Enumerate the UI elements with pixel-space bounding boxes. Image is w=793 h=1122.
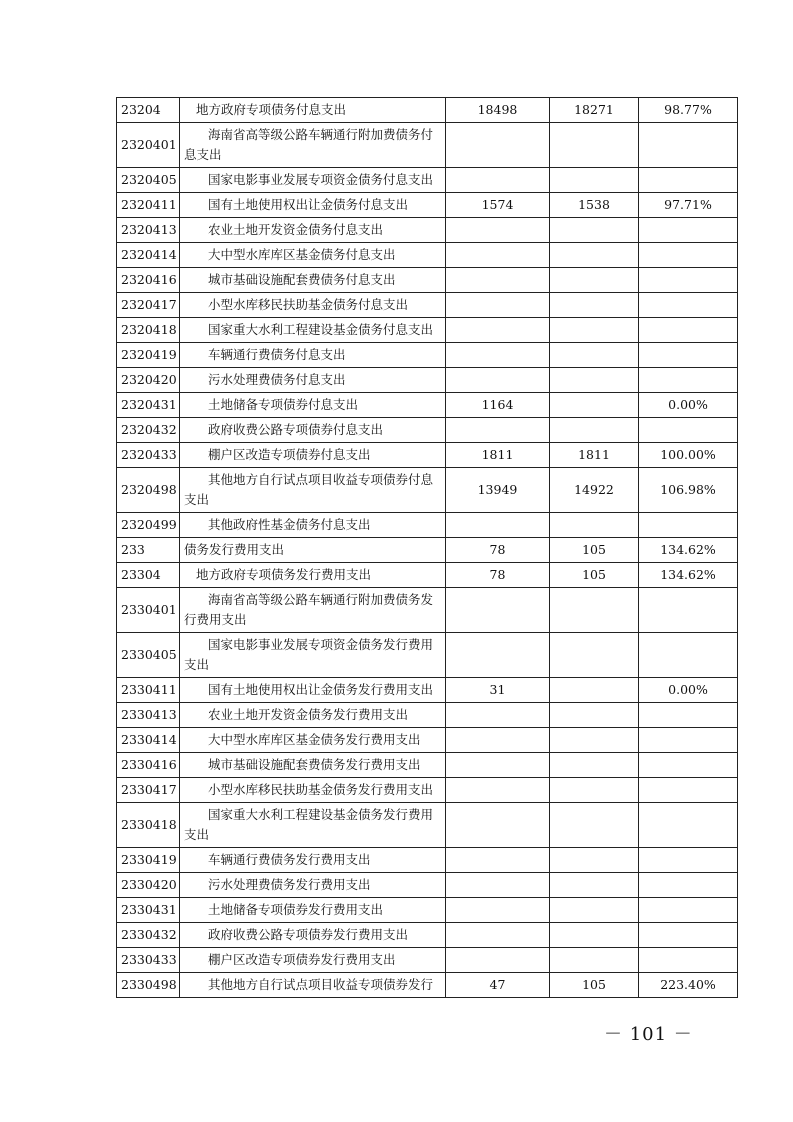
row-percent-cell [639, 588, 738, 633]
row-name-cell: 其他地方自行试点项目收益专项债券付息支出 [180, 468, 446, 513]
table-row [117, 268, 738, 293]
row-code-cell: 2330498 [117, 973, 180, 998]
row-value-1-cell: 1164 [446, 393, 550, 418]
row-code-cell: 2330419 [117, 848, 180, 873]
row-value-1-cell [446, 873, 550, 898]
row-value-2-cell [550, 293, 639, 318]
row-code-cell: 2330401 [117, 588, 180, 633]
row-name-cell: 政府收费公路专项债券付息支出 [180, 418, 446, 443]
table-row [117, 728, 738, 753]
row-value-1-cell [446, 948, 550, 973]
row-value-2-cell [550, 923, 639, 948]
row-percent-cell: 0.00% [639, 393, 738, 418]
row-name-cell: 城市基础设施配套费债务付息支出 [180, 268, 446, 293]
budget-table-body [117, 98, 738, 998]
row-percent-cell: 134.62% [639, 563, 738, 588]
row-code-cell: 23304 [117, 563, 180, 588]
row-value-1-cell [446, 123, 550, 168]
row-value-2-cell [550, 848, 639, 873]
row-percent-cell [639, 848, 738, 873]
row-value-2-cell [550, 873, 639, 898]
row-percent-cell [639, 898, 738, 923]
row-value-1-cell [446, 898, 550, 923]
row-percent-cell: 100.00% [639, 443, 738, 468]
row-name-cell: 国家电影事业发展专项资金债务付息支出 [180, 168, 446, 193]
row-value-1-cell [446, 293, 550, 318]
row-value-1-cell: 31 [446, 678, 550, 703]
table-row [117, 753, 738, 778]
row-code-cell: 2330413 [117, 703, 180, 728]
row-code-cell: 2330418 [117, 803, 180, 848]
row-percent-cell [639, 633, 738, 678]
row-name-cell: 国家重大水利工程建设基金债务发行费用支出 [180, 803, 446, 848]
row-value-2-cell [550, 513, 639, 538]
table-row [117, 563, 738, 588]
row-percent-cell [639, 418, 738, 443]
row-code-cell: 2320418 [117, 318, 180, 343]
row-value-1-cell [446, 728, 550, 753]
row-value-1-cell [446, 343, 550, 368]
table-row [117, 98, 738, 123]
row-code-cell: 2320405 [117, 168, 180, 193]
row-code-cell: 2320416 [117, 268, 180, 293]
row-value-1-cell [446, 778, 550, 803]
table-row [117, 218, 738, 243]
table-row [117, 418, 738, 443]
row-value-1-cell [446, 318, 550, 343]
row-name-cell: 土地储备专项债券发行费用支出 [180, 898, 446, 923]
row-value-2-cell [550, 753, 639, 778]
table-row [117, 318, 738, 343]
row-code-cell: 2330417 [117, 778, 180, 803]
row-code-cell: 2330433 [117, 948, 180, 973]
row-name-cell: 车辆通行费债务付息支出 [180, 343, 446, 368]
row-value-1-cell [446, 243, 550, 268]
row-code-cell: 2320414 [117, 243, 180, 268]
row-name-cell: 小型水库移民扶助基金债务付息支出 [180, 293, 446, 318]
row-percent-cell [639, 948, 738, 973]
row-name-cell: 棚户区改造专项债券发行费用支出 [180, 948, 446, 973]
row-percent-cell: 0.00% [639, 678, 738, 703]
row-value-1-cell [446, 923, 550, 948]
row-value-2-cell [550, 418, 639, 443]
row-percent-cell [639, 218, 738, 243]
row-percent-cell [639, 803, 738, 848]
row-name-cell: 海南省高等级公路车辆通行附加费债务付息支出 [180, 123, 446, 168]
row-code-cell: 2320499 [117, 513, 180, 538]
row-percent-cell [639, 753, 738, 778]
table-row [117, 393, 738, 418]
row-name-cell: 污水处理费债务付息支出 [180, 368, 446, 393]
row-value-2-cell: 105 [550, 973, 639, 998]
table-row [117, 193, 738, 218]
row-code-cell: 2330405 [117, 633, 180, 678]
table-row [117, 343, 738, 368]
row-percent-cell [639, 318, 738, 343]
row-value-1-cell [446, 168, 550, 193]
row-value-1-cell [446, 753, 550, 778]
row-name-cell: 地方政府专项债务付息支出 [180, 98, 446, 123]
table-row [117, 588, 738, 633]
table-row [117, 923, 738, 948]
table-row [117, 468, 738, 513]
row-name-cell: 棚户区改造专项债券付息支出 [180, 443, 446, 468]
row-value-2-cell [550, 268, 639, 293]
row-value-2-cell [550, 243, 639, 268]
row-percent-cell: 106.98% [639, 468, 738, 513]
row-code-cell: 23204 [117, 98, 180, 123]
row-value-2-cell: 1811 [550, 443, 639, 468]
table-row [117, 513, 738, 538]
row-name-cell: 政府收费公路专项债券发行费用支出 [180, 923, 446, 948]
table-row [117, 873, 738, 898]
row-name-cell: 土地储备专项债券付息支出 [180, 393, 446, 418]
row-name-cell: 大中型水库库区基金债务发行费用支出 [180, 728, 446, 753]
row-value-1-cell [446, 418, 550, 443]
row-code-cell: 2330414 [117, 728, 180, 753]
row-code-cell: 2320401 [117, 123, 180, 168]
row-percent-cell [639, 168, 738, 193]
row-percent-cell [639, 293, 738, 318]
row-percent-cell: 97.71% [639, 193, 738, 218]
row-value-1-cell: 1811 [446, 443, 550, 468]
row-value-1-cell: 47 [446, 973, 550, 998]
row-code-cell: 2320433 [117, 443, 180, 468]
row-value-2-cell [550, 218, 639, 243]
row-value-2-cell [550, 728, 639, 753]
row-percent-cell: 98.77% [639, 98, 738, 123]
row-value-1-cell: 1574 [446, 193, 550, 218]
row-value-2-cell [550, 803, 639, 848]
row-percent-cell [639, 343, 738, 368]
row-percent-cell [639, 778, 738, 803]
row-value-2-cell [550, 948, 639, 973]
row-value-1-cell [446, 513, 550, 538]
row-value-2-cell [550, 168, 639, 193]
row-code-cell: 233 [117, 538, 180, 563]
row-name-cell: 城市基础设施配套费债务发行费用支出 [180, 753, 446, 778]
table-row [117, 633, 738, 678]
row-percent-cell [639, 513, 738, 538]
row-percent-cell [639, 703, 738, 728]
table-row [117, 948, 738, 973]
row-value-1-cell [446, 588, 550, 633]
row-code-cell: 2320419 [117, 343, 180, 368]
row-name-cell: 农业土地开发资金债务付息支出 [180, 218, 446, 243]
row-percent-cell [639, 243, 738, 268]
row-value-2-cell: 105 [550, 538, 639, 563]
row-code-cell: 2320498 [117, 468, 180, 513]
table-row [117, 538, 738, 563]
table-row [117, 973, 738, 998]
row-code-cell: 2320432 [117, 418, 180, 443]
row-percent-cell [639, 368, 738, 393]
row-code-cell: 2330432 [117, 923, 180, 948]
row-code-cell: 2330411 [117, 678, 180, 703]
row-value-1-cell [446, 218, 550, 243]
row-name-cell: 其他地方自行试点项目收益专项债券发行 [180, 973, 446, 998]
row-name-cell: 大中型水库库区基金债务付息支出 [180, 243, 446, 268]
row-value-1-cell [446, 703, 550, 728]
row-name-cell: 小型水库移民扶助基金债务发行费用支出 [180, 778, 446, 803]
row-percent-cell [639, 728, 738, 753]
row-value-1-cell [446, 268, 550, 293]
table-row [117, 243, 738, 268]
row-value-2-cell: 14922 [550, 468, 639, 513]
row-percent-cell [639, 268, 738, 293]
row-code-cell: 2320417 [117, 293, 180, 318]
row-value-1-cell [446, 633, 550, 678]
row-code-cell: 2320420 [117, 368, 180, 393]
row-name-cell: 其他政府性基金债务付息支出 [180, 513, 446, 538]
row-value-2-cell: 1538 [550, 193, 639, 218]
row-value-2-cell [550, 393, 639, 418]
row-value-1-cell [446, 368, 550, 393]
row-code-cell: 2330431 [117, 898, 180, 923]
budget-table [116, 97, 738, 998]
row-percent-cell [639, 123, 738, 168]
row-name-cell: 地方政府专项债务发行费用支出 [180, 563, 446, 588]
row-code-cell: 2320411 [117, 193, 180, 218]
row-name-cell: 污水处理费债务发行费用支出 [180, 873, 446, 898]
row-code-cell: 2320413 [117, 218, 180, 243]
row-value-1-cell: 78 [446, 538, 550, 563]
row-percent-cell [639, 923, 738, 948]
table-row [117, 123, 738, 168]
row-value-2-cell [550, 678, 639, 703]
table-row [117, 703, 738, 728]
row-name-cell: 农业土地开发资金债务发行费用支出 [180, 703, 446, 728]
row-value-2-cell [550, 898, 639, 923]
row-name-cell: 国有土地使用权出让金债务付息支出 [180, 193, 446, 218]
page-number: － 101 － [604, 1024, 693, 1045]
row-code-cell: 2330420 [117, 873, 180, 898]
row-value-1-cell: 78 [446, 563, 550, 588]
row-name-cell: 国家重大水利工程建设基金债务付息支出 [180, 318, 446, 343]
row-value-2-cell [550, 318, 639, 343]
table-row [117, 678, 738, 703]
row-code-cell: 2320431 [117, 393, 180, 418]
row-value-2-cell [550, 703, 639, 728]
table-row [117, 898, 738, 923]
row-percent-cell [639, 873, 738, 898]
table-row [117, 443, 738, 468]
table-row [117, 368, 738, 393]
row-name-cell: 国家电影事业发展专项资金债务发行费用支出 [180, 633, 446, 678]
row-value-2-cell: 105 [550, 563, 639, 588]
row-value-1-cell [446, 803, 550, 848]
row-value-2-cell [550, 343, 639, 368]
table-row [117, 848, 738, 873]
row-name-cell: 车辆通行费债务发行费用支出 [180, 848, 446, 873]
table-row [117, 803, 738, 848]
row-value-2-cell: 18271 [550, 98, 639, 123]
row-value-2-cell [550, 778, 639, 803]
row-percent-cell: 134.62% [639, 538, 738, 563]
row-value-2-cell [550, 633, 639, 678]
row-value-1-cell: 13949 [446, 468, 550, 513]
row-name-cell: 海南省高等级公路车辆通行附加费债务发行费用支出 [180, 588, 446, 633]
row-value-2-cell [550, 368, 639, 393]
row-value-2-cell [550, 123, 639, 168]
row-value-2-cell [550, 588, 639, 633]
row-code-cell: 2330416 [117, 753, 180, 778]
row-name-cell: 债务发行费用支出 [180, 538, 446, 563]
row-value-1-cell: 18498 [446, 98, 550, 123]
table-row [117, 778, 738, 803]
row-percent-cell: 223.40% [639, 973, 738, 998]
table-row [117, 293, 738, 318]
row-name-cell: 国有土地使用权出让金债务发行费用支出 [180, 678, 446, 703]
table-row [117, 168, 738, 193]
row-value-1-cell [446, 848, 550, 873]
